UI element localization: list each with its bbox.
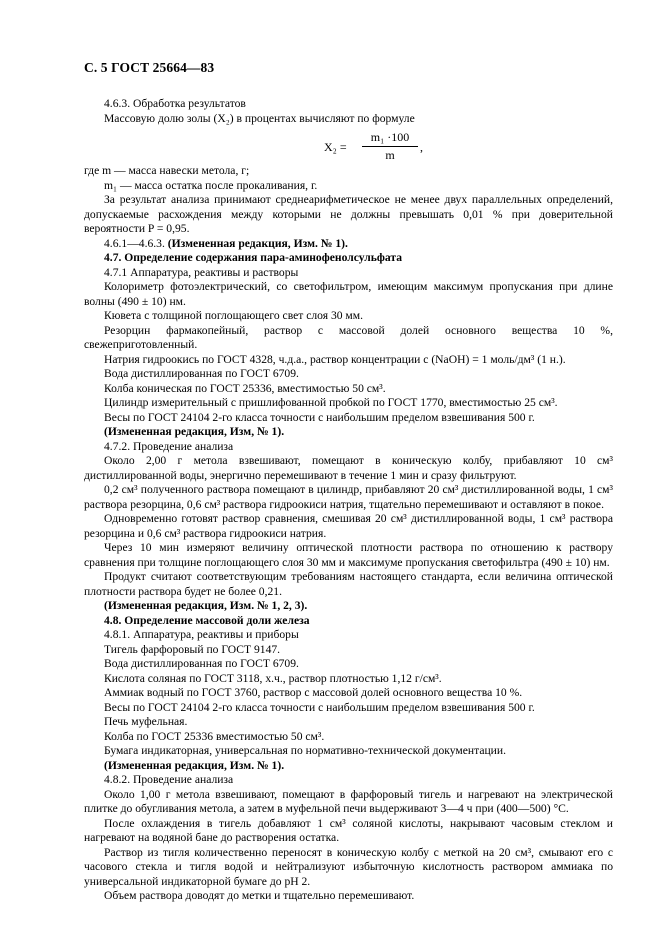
result-conclusion: За результат анализа принимают среднеарифметическое не менее двух параллельных определений, допускаемые расхождения между которыми не должны превышать 0,01 % при доверительной вероятности P = 0,95. (84, 193, 613, 235)
subsection-4-7-1: 4.7.1 Аппаратура, реактивы и растворы (104, 265, 299, 279)
item-scales-2: Весы по ГОСТ 24104 2-го класса точности с наибольшим пределом взвешивания 500 г. (104, 700, 535, 714)
subsection-4-7-2: 4.7.2. Проведение анализа (104, 439, 234, 453)
paragraph-4-7-2-2: 0,2 см³ полученного раствора помещают в цилиндр, прибавляют 20 см³ дистиллированной воды, 1 см³ раствора резорцина, 0,6 см³ раствора гидроокиси натрия, тщательно перемешивают и оставляют в покое. (84, 483, 613, 511)
page-header: С. 5 ГОСТ 25664—83 (84, 60, 215, 75)
paragraph-4-8-2-3: Раствор из тигля количественно переносят в коническую колбу с меткой на 20 см³, смывают его с часового стекла и тигля водой и нейтрализуют избыточную кислотность раствором аммиака по универсальной индикаторной бумаге до pH 2. (84, 845, 613, 888)
item-ammonia: Аммиак водный по ГОСТ 3760, раствор с массовой долей основного вещества 10 %. (104, 686, 523, 699)
formula-numerator: m₁ ·100 (362, 130, 418, 147)
item-flask-2: Колба по ГОСТ 25336 вместимостью 50 см³. (104, 729, 325, 743)
document-body (84, 97, 613, 904)
paragraph-4-8-2-4: Объем раствора доводят до метки и тщательно перемешивают. (104, 889, 415, 902)
item-indicator-paper: Бумага индикаторная, универсальная по нормативно-технической документации. (104, 744, 506, 757)
formula-intro: Массовую долю золы (X₂) в процентах вычисляют по формуле (104, 111, 415, 125)
paragraph-4-7-2-5: Продукт считают соответствующим требованиям настоящего стандарта, если величина оптической плотности раствора будет не более 0,21. (84, 570, 613, 598)
item-water-2: Вода дистиллированная по ГОСТ 6709. (104, 657, 299, 670)
edit-note-4-8-1: (Измененная редакция, Изм. № 1). (104, 758, 285, 772)
section-heading-4-8: 4.8. Определение массовой доли железа (104, 613, 310, 627)
item-naoh: Натрия гидроокись по ГОСТ 4328, ч.д.а., раствор концентрации c (NaOH) = 1 моль/дм³ (1 н.). (104, 352, 566, 366)
formula-comma: , (420, 140, 423, 154)
item-crucible: Тигель фарфоровый по ГОСТ 9147. (104, 642, 281, 656)
edit-note-4-7-2: (Измененная редакция, Изм. № 1, 2, 3). (104, 599, 308, 612)
paragraph-4-7-2-1: Около 2,00 г метола взвешивают, помещают в коническую колбу, прибавляют 10 см³ дистиллированной воды, энергично перемешивают в течение 1 мин и сразу фильтруют. (84, 454, 613, 482)
formula-fraction (362, 130, 418, 162)
where-m1: m₁ — масса остатка после прокаливания, г. (104, 178, 318, 192)
ash-formula (84, 126, 613, 164)
formula-denominator: m (385, 147, 395, 162)
item-scales: Весы по ГОСТ 24104 2-го класса точности с наибольшим пределом взвешивания 500 г. (104, 410, 535, 424)
item-water: Вода дистиллированная по ГОСТ 6709. (104, 367, 299, 380)
edit-note-4-6 (84, 237, 613, 252)
paragraph-4-7-2-3: Одновременно готовят раствор сравнения, смешивая 20 см³ дистиллированной воды, 1 см³ раствора резорцина и 0,6 см³ раствора гидроокиси натрия. (84, 512, 613, 540)
paragraph-4-8-2-2: После охлаждения в тигель добавляют 1 см³ соляной кислоты, накрывают часовым стеклом и нагревают на водяной бане до растворения остатка. (84, 816, 613, 844)
section-heading-4-7: 4.7. Определение содержания пара-аминофенолсульфата (104, 251, 403, 264)
item-cylinder: Цилиндр измерительный с пришлифованной пробкой по ГОСТ 1770, вместимостью 25 см³. (104, 396, 558, 409)
subsection-4-8-1: 4.8.1. Аппаратура, реактивы и приборы (104, 628, 299, 641)
where-m: где m — масса навески метола, г; (84, 164, 250, 177)
item-flask: Колба коническая по ГОСТ 25336, вместимостью 50 см³. (104, 381, 386, 395)
item-furnace: Печь муфельная. (104, 715, 188, 728)
formula-lhs: X₂ = (324, 140, 347, 154)
item-hcl: Кислота соляная по ГОСТ 3118, х.ч., раствор плотностью 1,12 г/см³. (104, 671, 442, 685)
subsection-4-8-2: 4.8.2. Проведение анализа (104, 773, 234, 786)
item-colorimeter: Колориметр фотоэлектрический, со светофильтром, имеющим максимум пропускания при длине волны (490 ± 10) нм. (84, 280, 613, 308)
edit-note-4-7-1: (Измененная редакция, Изм, № 1). (104, 425, 285, 438)
paragraph-4-8-2-1: Около 1,00 г метола взвешивают, помещают в фарфоровый тигель и нагревают на электрической плитке до обугливания метола, а затем в муфельной печи выдерживают 3—4 ч при (400—500) °C. (84, 787, 613, 815)
section-heading-4-6-3: 4.6.3. Обработка результатов (104, 97, 246, 110)
paragraph-4-7-2-4: Через 10 мин измеряют величину оптической плотности раствора по отношению к раствору сравнения при толщине поглощающего слоя 30 мм и максимуме пропускания светофильтра (490 ± 10) нм. (84, 541, 613, 569)
edit-note-prefix: 4.6.1—4.6.3. (104, 236, 165, 250)
item-cuvette: Кювета с толщиной поглощающего свет слоя 30 мм. (104, 309, 364, 322)
edit-note-label: (Измененная редакция, Изм. № 1). (167, 236, 348, 250)
item-resorcinol: Резорцин фармакопейный, раствор с массовой долей основного вещества 10 %, свежеприготовленный. (84, 323, 613, 351)
